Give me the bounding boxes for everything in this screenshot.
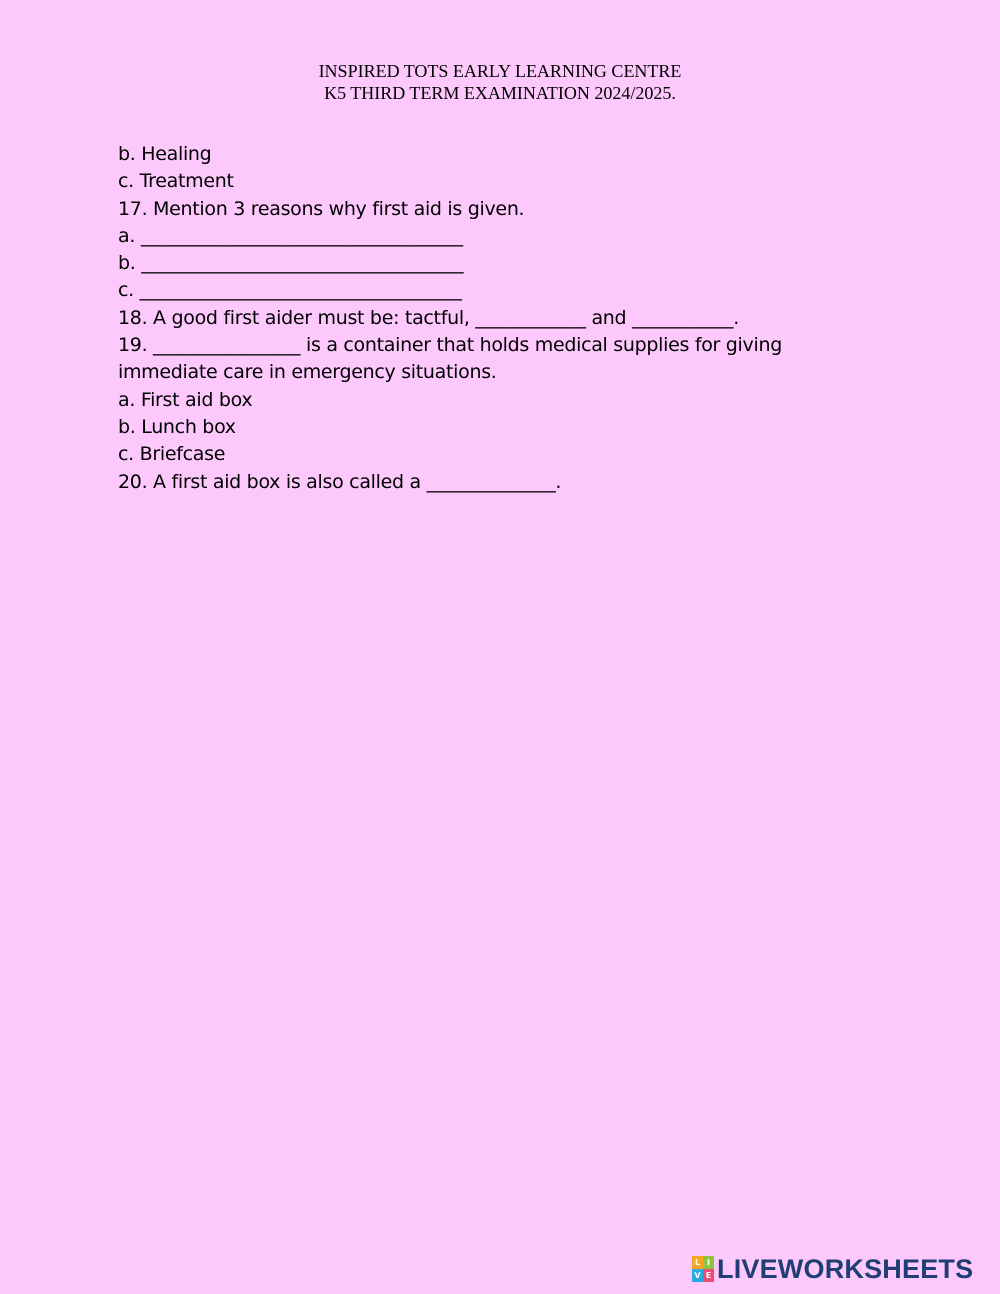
question-17: 17. Mention 3 reasons why first aid is given. [118,197,525,220]
option-c-treatment: c. Treatment [118,170,234,193]
document-header [0,60,1000,104]
liveworksheets-brand [692,1254,973,1284]
logo-letter-l: L [692,1256,703,1269]
logo-letter-e: E [703,1269,714,1282]
option-a-first-aid-box: a. First aid box [118,388,253,411]
school-name: INSPIRED TOTS EARLY LEARNING CENTRE [318,61,682,81]
question-19-continued: immediate care in emergency situations. [118,361,497,384]
exam-title: K5 THIRD TERM EXAMINATION 2024/2025. [324,83,676,103]
question-18[interactable]: 18. A good first aider must be: tactful, ____________ and ___________. [118,306,739,329]
liveworksheets-wordmark: LIVEWORKSHEETS [717,1253,974,1284]
question-20[interactable]: 20. A first aid box is also called a ______________. [118,470,562,493]
answer-blank-17b[interactable]: b. ___________________________________ [118,252,464,275]
liveworksheets-logo-icon [692,1256,714,1282]
worksheet-content [118,141,878,496]
option-c-briefcase: c. Briefcase [118,443,226,466]
option-b-healing: b. Healing [118,143,212,165]
option-b-lunch-box: b. Lunch box [118,415,236,438]
logo-letter-i: I [703,1256,714,1269]
question-19[interactable]: 19. ________________ is a container that holds medical supplies for giving [118,334,782,357]
answer-blank-17c[interactable]: c. ___________________________________ [118,279,462,302]
answer-blank-17a[interactable]: a. ___________________________________ [118,224,463,247]
logo-letter-v: V [692,1269,703,1282]
